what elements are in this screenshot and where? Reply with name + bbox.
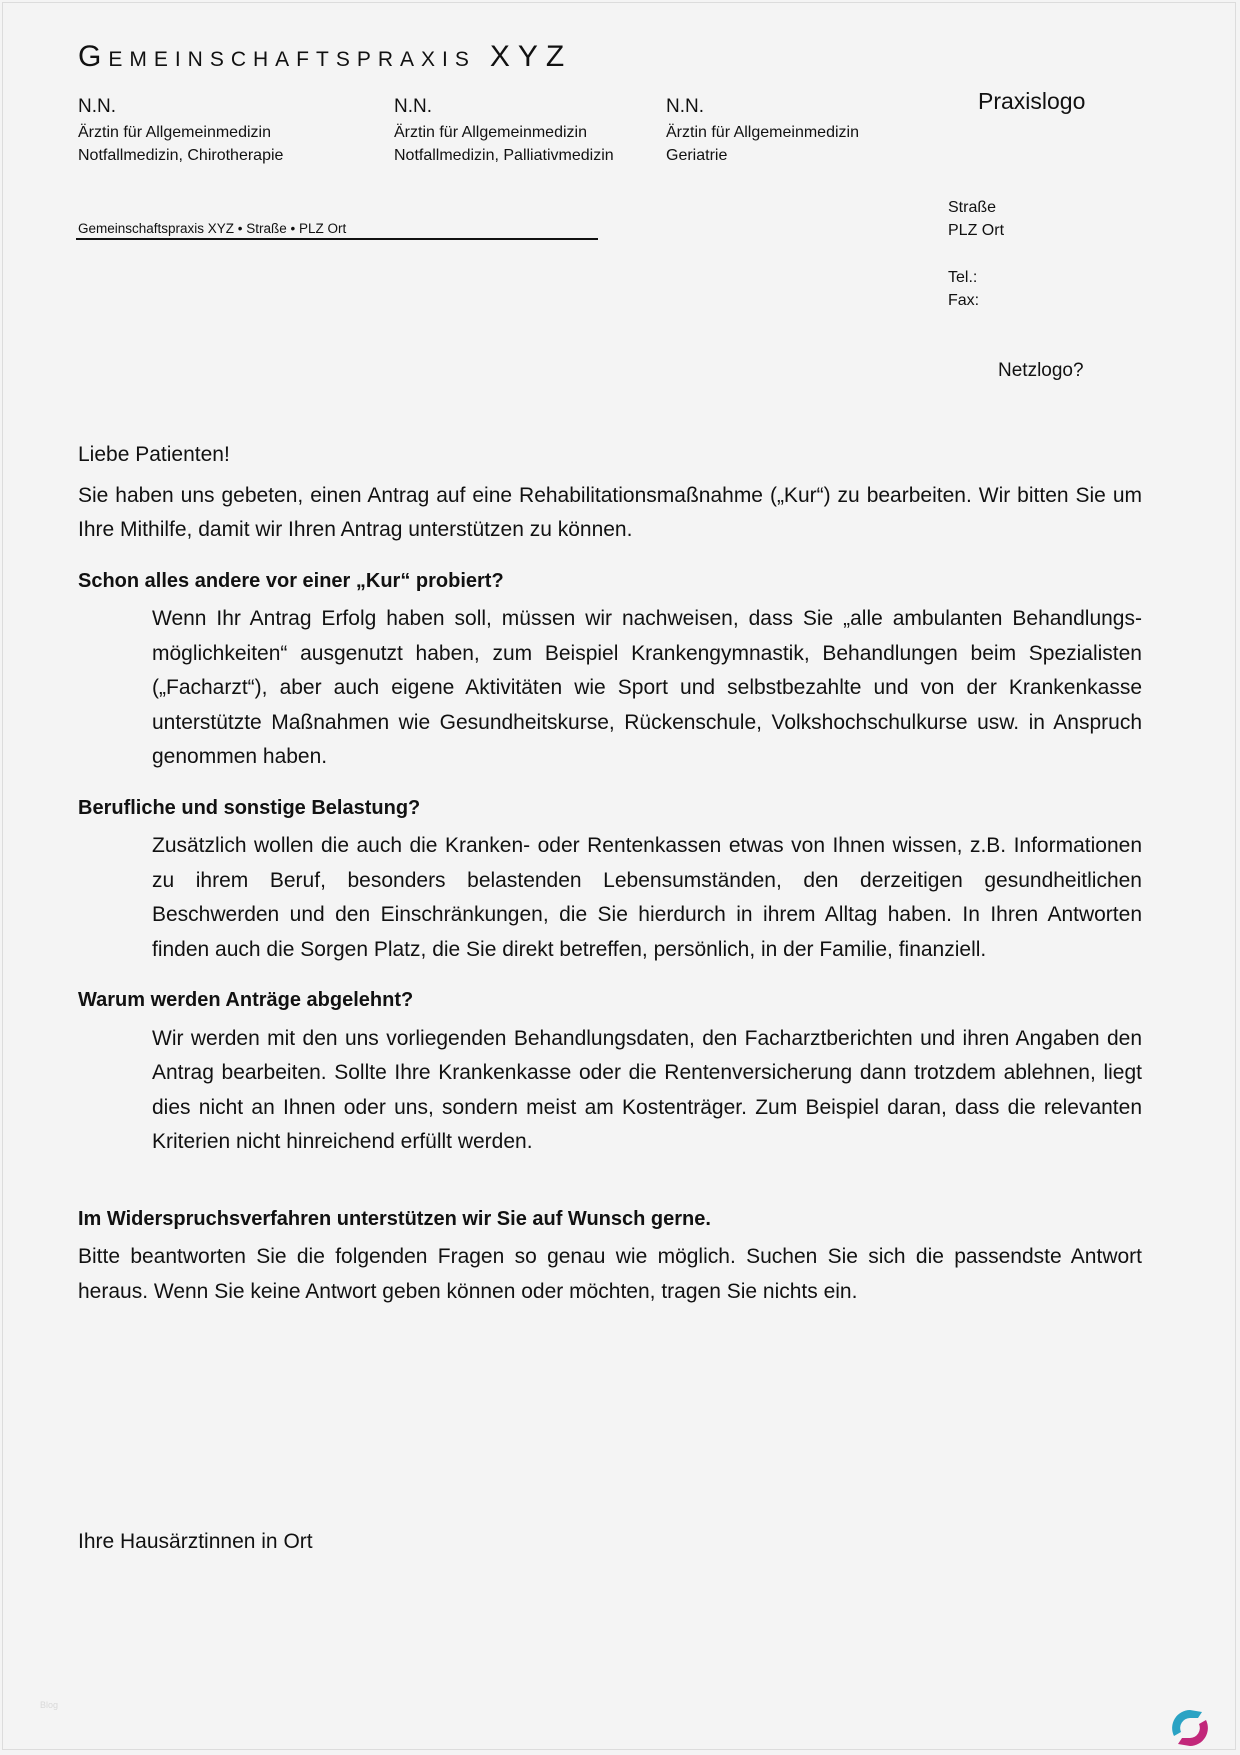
doctor-specialties: Notfallmedizin, Palliativmedizin <box>394 147 614 164</box>
support-heading: Im Widerspruchsverfahren unterstützen wir Sie auf Wunsch gerne. <box>78 1207 711 1230</box>
net-logo-placeholder: Netzlogo? <box>998 360 1084 381</box>
practice-logo-placeholder: Praxislogo <box>978 88 1086 114</box>
doctor-specialties: Notfallmedizin, Chirotherapie <box>78 147 284 164</box>
greeting: Liebe Patienten! <box>78 443 230 466</box>
address-fax: Fax: <box>948 292 980 309</box>
practice-title <box>78 40 572 74</box>
intro-paragraph: Sie haben uns gebeten, einen Antrag auf eine Rehabilitationsmaßnahme („Kur“) zu bearbeiten. Wir bitten Sie um Ihre Mithilfe, damit wir Ihren Antrag unterstützen zu können. <box>78 483 1142 541</box>
watermark-text: Blog <box>40 1700 59 1710</box>
circular-arrows-logo-icon <box>1168 1706 1212 1750</box>
doctor-name: N.N. <box>666 96 704 117</box>
section-heading-alternatives: Schon alles andere vor einer „Kur“ probiert? <box>78 569 504 592</box>
section-text-burden: Zusätzlich wollen die auch die Kranken- oder Rentenkassen etwas von Ihnen wissen, z.B. Informationen zu ihrem Beruf, besonders belastenden Lebensumständen, den derzeitigen gesundheitlichen Beschwerden und den Einschränkungen, die Sie hierdurch in ihrem Alltag haben. In Ihren Antworten finden auch die Sorgen Platz, die Sie direkt betreffen, persönlich, in der Familie, finanziell. <box>152 834 1142 961</box>
address-city: PLZ Ort <box>948 222 1005 239</box>
doctor-title: Ärztin für Allgemeinmedizin <box>78 124 271 141</box>
section-text-alternatives: Wenn Ihr Antrag Erfolg haben soll, müssen wir nachweisen, dass Sie „alle ambulanten Behandlungsmöglichkeiten“ ausgenutzt haben, zum Beispiel Krankengymnastik, Behandlungen beim Spezialisten („Facharzt“), aber auch eigene Aktivitäten wie Sport und selbstbezahlte und von der Krankenkasse unterstützte Maßnahmen wie Gesundheitskurse, Rückenschule, Volkshochschulkurse usw. in Anspruch genommen haben. <box>152 607 1142 768</box>
address-street: Straße <box>948 199 997 216</box>
doctor-block-1 <box>78 95 283 167</box>
doctor-name: N.N. <box>394 96 432 117</box>
doctor-title: Ärztin für Allgemeinmedizin <box>666 124 859 141</box>
section-heading-rejections: Warum werden Anträge abgelehnt? <box>78 989 414 1011</box>
practice-suffix: XYZ <box>489 40 573 73</box>
doctor-specialties: Geriatrie <box>666 147 728 164</box>
section-heading-burden: Berufliche und sonstige Belastung? <box>78 796 421 819</box>
doctor-name: N.N. <box>78 96 116 117</box>
address-block <box>948 196 1004 312</box>
section-text-rejections: Wir werden mit den uns vorliegenden Behandlungsdaten, den Facharztberichten und ihren Angaben den Antrag bearbeiten. Sollte Ihre Krankenkasse oder die Rentenversicherung dann trotzdem ablehnen, liegt dies nicht an Ihnen oder uns, sondern meist am Kostenträger. Zum Beispiel daran, dass die relevanten Kriterien nicht hinreichend erfüllt werden. <box>152 1026 1142 1153</box>
doctor-block-3 <box>666 95 859 167</box>
practice-name: Gemeinschaftspraxis <box>78 40 476 73</box>
address-tel: Tel.: <box>948 269 978 286</box>
instructions-paragraph: Bitte beantworten Sie die folgenden Fragen so genau wie möglich. Suchen Sie sich die passendste Antwort heraus. Wenn Sie keine Antwort geben können oder möchten, tragen Sie nichts ein. <box>78 1245 1142 1303</box>
doctor-block-2 <box>394 95 614 167</box>
doctor-title: Ärztin für Allgemeinmedizin <box>394 124 587 141</box>
letter-body <box>78 438 1142 1309</box>
sender-return-address: Gemeinschaftspraxis XYZ • Straße • PLZ Ort <box>76 221 598 240</box>
closing-signature: Ihre Hausärztinnen in Ort <box>78 1530 313 1553</box>
